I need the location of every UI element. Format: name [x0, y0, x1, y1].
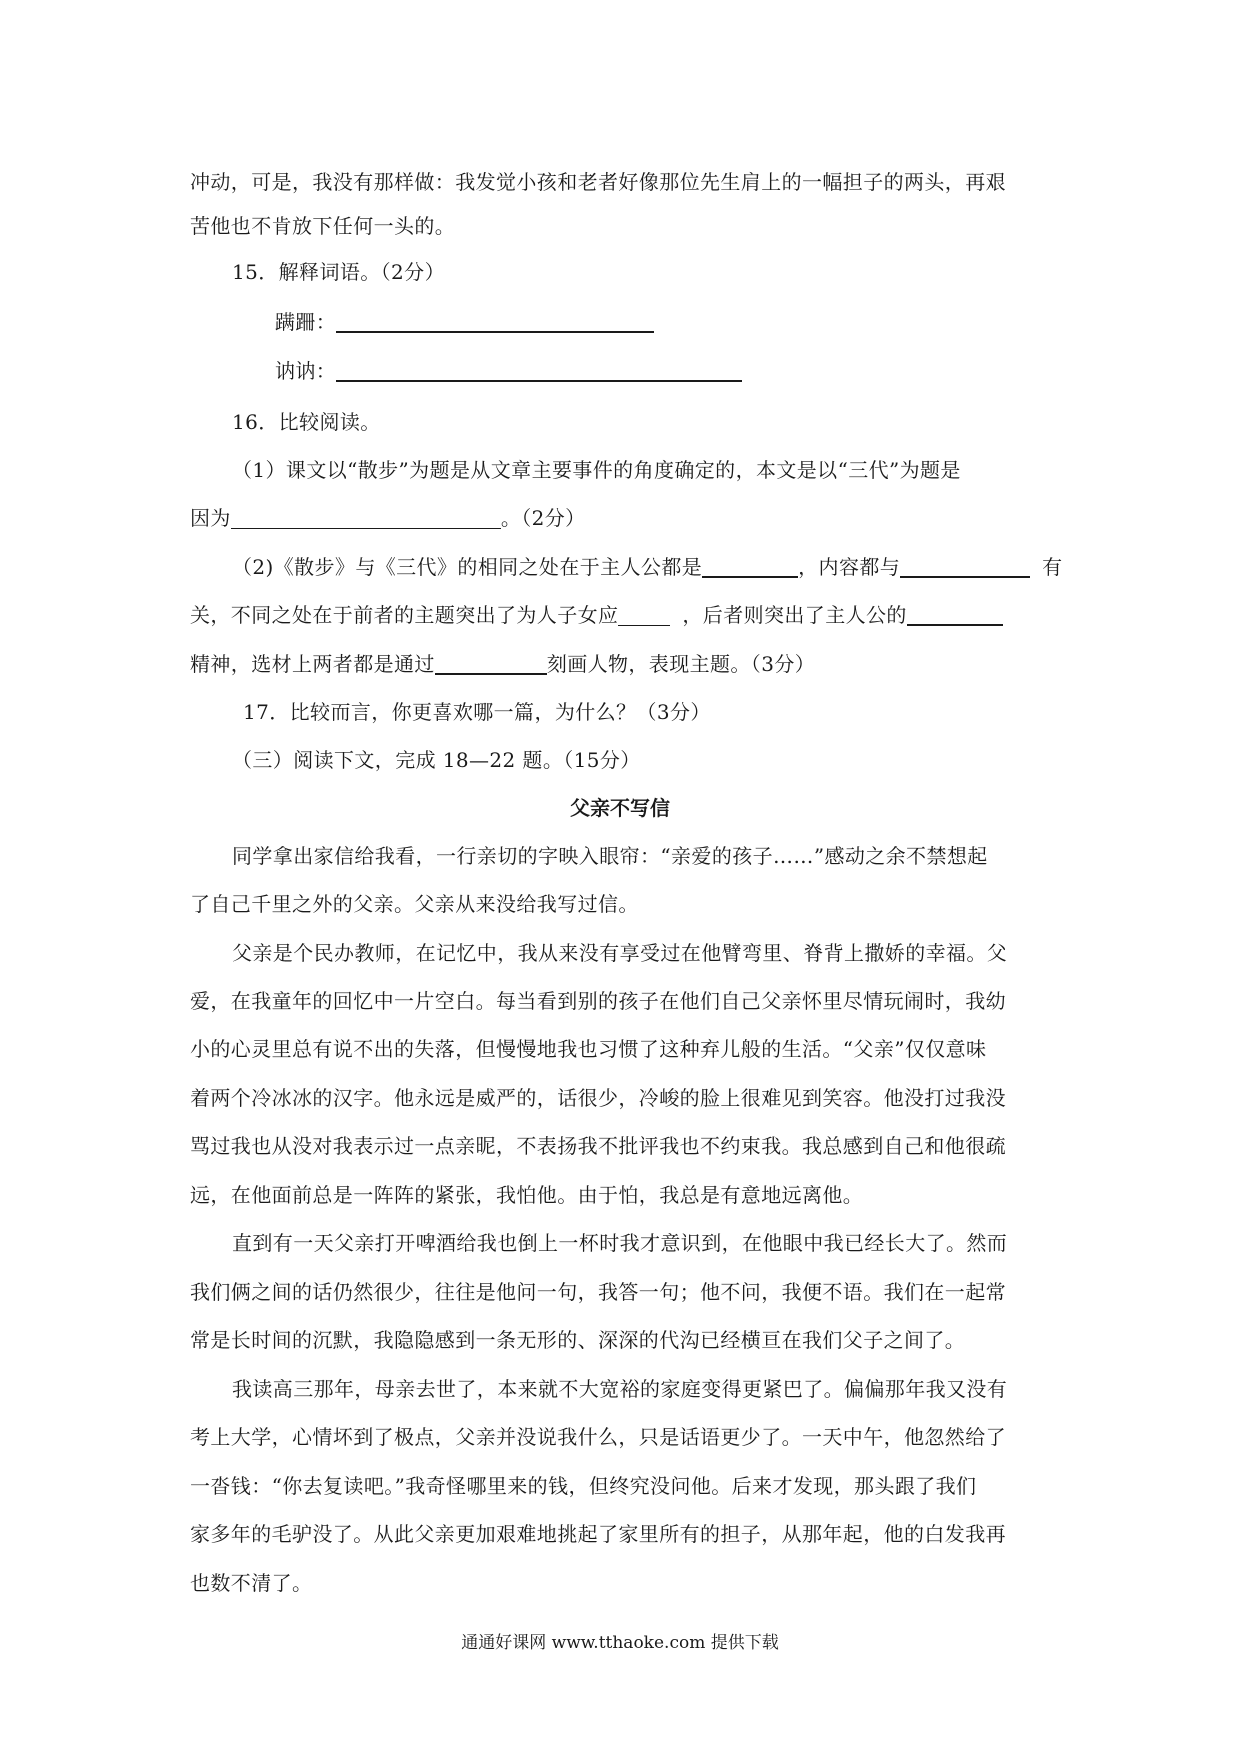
answer-blank[interactable] — [900, 554, 1030, 578]
passage-line: 也数不清了。 — [190, 1571, 313, 1595]
text-fragment: 刻画人物，表现主题。（3分） — [546, 652, 816, 676]
question-16-sub-2-line-2 — [190, 601, 1003, 629]
passage-line: 同学拿出家信给我看，一行亲切的字映入眼帘：“亲爱的孩子……”感动之余不禁想起 — [232, 844, 988, 868]
word-label: 蹒跚： — [275, 310, 337, 334]
text-fragment: 有 — [1042, 555, 1063, 579]
passage-line: 一沓钱：“你去复读吧。”我奇怪哪里来的钱，但终究没问他。后来才发现，那头跟了我们 — [190, 1474, 977, 1498]
text-fragment: ，内容都与 — [798, 555, 901, 579]
answer-blank[interactable] — [336, 309, 654, 333]
question-16-sub-1: （1）课文以“散步”为题是从文章主要事件的角度确定的，本文是以“三代”为题是 — [232, 458, 961, 482]
answer-blank[interactable] — [907, 602, 1003, 626]
answer-blank[interactable] — [702, 554, 798, 578]
text-fragment: 因为 — [190, 506, 231, 530]
passage-line: 着两个冷冰冰的汉字。他永远是威严的，话很少，冷峻的脸上很难见到笑容。他没打过我没 — [190, 1086, 1006, 1110]
text-line: 苦他也不肯放下任何一头的。 — [190, 214, 456, 238]
text-line: 冲动，可是，我没有那样做：我发觉小孩和老者好像那位先生肩上的一幅担子的两头，再艰 — [190, 170, 1006, 194]
answer-blank[interactable] — [618, 603, 670, 626]
passage-line: 我们俩之间的话仍然很少，往往是他问一句，我答一句；他不问，我便不语。我们在一起常 — [190, 1280, 1006, 1304]
answer-blank[interactable] — [435, 651, 547, 675]
answer-blank[interactable] — [336, 358, 742, 382]
passage-line: 了自己千里之外的父亲。父亲从来没给我写过信。 — [190, 892, 639, 916]
question-15-word-2 — [275, 357, 742, 385]
passage-line: 家多年的毛驴没了。从此父亲更加艰难地挑起了家里所有的担子，从那年起，他的白发我再 — [190, 1522, 1006, 1546]
text-fragment: ，后者则突出了主人公的 — [682, 603, 907, 627]
text-fragment: 关，不同之处在于前者的主题突出了为人子女应 — [190, 603, 619, 627]
section-3-instruction: （三）阅读下文，完成 18—22 题。（15分） — [232, 748, 641, 772]
question-15-stem: 15．解释词语。（2分） — [232, 260, 445, 284]
passage-title: 父亲不写信 — [570, 796, 670, 820]
page-footer: 通通好课网 www.tthaoke.com 提供下载 — [461, 1633, 779, 1653]
text-fragment: 精神，选材上两者都是通过 — [190, 652, 435, 676]
passage-line: 考上大学，心情坏到了极点，父亲并没说我什么，只是话语更少了。一天中午，他忽然给了 — [190, 1425, 1006, 1449]
text-fragment: 。（2分） — [500, 506, 586, 530]
passage-line: 骂过我也从没对我表示过一点亲昵，不表扬我不批评我也不约束我。我总感到自己和他很疏 — [190, 1134, 1006, 1158]
passage-line: 父亲是个民办教师，在记忆中，我从来没有享受过在他臂弯里、脊背上撒娇的幸福。父 — [232, 941, 1008, 965]
question-15-word-1 — [275, 308, 654, 336]
text-fragment: （2)《散步》与《三代》的相同之处在于主人公都是 — [232, 555, 703, 579]
question-16-sub-2-line-3 — [190, 650, 815, 678]
passage-line: 常是长时间的沉默，我隐隐感到一条无形的、深深的代沟已经横亘在我们父子之间了。 — [190, 1328, 966, 1352]
passage-line: 爱，在我童年的回忆中一片空白。每当看到别的孩子在他们自己父亲怀里尽情玩闹时，我幼 — [190, 989, 1006, 1013]
passage-line: 我读高三那年，母亲去世了，本来就不大宽裕的家庭变得更紧巴了。偏偏那年我又没有 — [232, 1377, 1008, 1401]
question-16-stem: 16．比较阅读。 — [232, 410, 381, 434]
passage-line: 小的心灵里总有说不出的失落，但慢慢地我也习惯了这种弃儿般的生活。“父亲”仅仅意味 — [190, 1037, 987, 1061]
word-label: 讷讷： — [275, 359, 337, 383]
passage-line: 直到有一天父亲打开啤酒给我也倒上一杯时我才意识到，在他眼中我已经长大了。然而 — [232, 1231, 1008, 1255]
question-16-sub-2-line-1 — [232, 553, 1063, 581]
question-17-stem: 17．比较而言，你更喜欢哪一篇，为什么？（3分） — [243, 700, 711, 724]
passage-line: 远，在他面前总是一阵阵的紧张，我怕他。由于怕，我总是有意地远离他。 — [190, 1183, 864, 1207]
answer-blank[interactable] — [231, 506, 501, 529]
question-16-sub-1-answer — [190, 504, 586, 532]
